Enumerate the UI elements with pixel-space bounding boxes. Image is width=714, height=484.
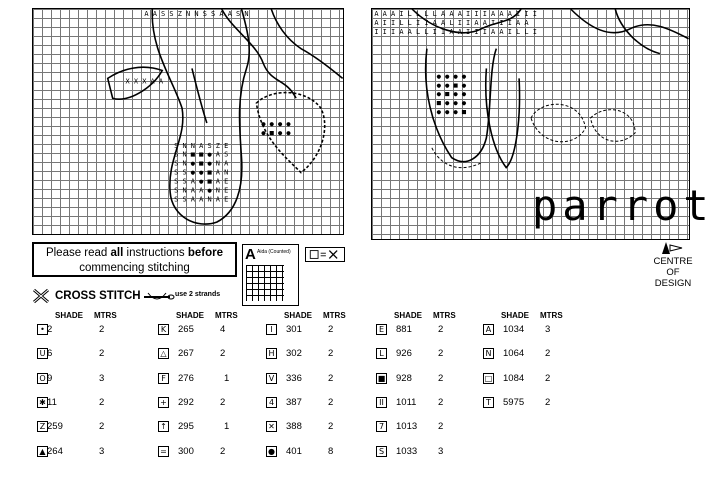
thread-row: [37, 420, 137, 434]
svg-text:S N N A S Z E: S N N A S Z E: [174, 141, 229, 150]
metres-value: 3: [438, 445, 444, 457]
shade-header: SHADE: [394, 311, 423, 320]
metres-value: 3: [545, 324, 551, 335]
shade-number: 2: [47, 324, 53, 335]
metres-value: 2: [328, 421, 334, 433]
thread-row: [483, 347, 583, 361]
needle-icon: [144, 289, 176, 305]
filled-circle-symbol-icon: ●: [266, 446, 277, 457]
shade-number: 6: [47, 348, 53, 360]
thread-row: [158, 420, 258, 434]
metres-value: 4: [220, 324, 226, 335]
thread-row: [483, 323, 583, 337]
metres-value: 2: [438, 348, 444, 360]
shade-header: SHADE: [55, 311, 84, 320]
thread-row: [376, 323, 476, 337]
svg-text:A I I L L I I A A L I I A A I: A I I L L I I A A L I I A A I I I A A: [374, 18, 529, 27]
u-symbol-icon: U: [37, 348, 48, 359]
thread-row: [158, 323, 258, 337]
svg-text:● ● ● ●: ● ● ● ●: [436, 72, 466, 81]
aida-label: Aida (Counted): [257, 249, 291, 255]
square-equals-cross-icon: [305, 247, 345, 262]
strands-note: use 2 strands: [175, 291, 221, 298]
metres-value: 2: [99, 324, 105, 335]
centre-arrow-icon: [658, 241, 688, 255]
svg-text:S N ■ ■ ● A S: S N ■ ■ ● A S: [174, 150, 229, 159]
shade-number: 300: [178, 445, 194, 457]
h-symbol-icon: H: [266, 348, 277, 359]
svg-text:● ● ■ ●: ● ● ■ ●: [436, 81, 466, 90]
chart-grid-right: [371, 8, 714, 240]
mtrs-header: MTRS: [540, 311, 563, 320]
shade-number: 295: [178, 421, 194, 433]
shade-number: 11: [47, 396, 57, 408]
metres-value: 2: [328, 372, 334, 384]
metres-value: 2: [438, 372, 444, 384]
thread-row: [158, 445, 258, 459]
thread-row: [376, 372, 476, 386]
up-arrow-symbol-icon: ↑: [158, 421, 169, 432]
shade-number: 292: [178, 396, 194, 408]
thread-row: [158, 372, 258, 386]
thread-row: [37, 372, 137, 386]
svg-text:● ● ● ●: ● ● ● ●: [261, 119, 291, 128]
z-symbol-icon: Z: [37, 421, 48, 432]
o-symbol-icon: O: [37, 373, 48, 384]
shade-number: 1033: [396, 445, 418, 457]
metres-value: 2: [328, 324, 334, 335]
k-symbol-icon: K: [158, 324, 169, 335]
thread-row: [266, 420, 366, 434]
svg-text:S S A ● ■ A E: S S A ● ■ A E: [174, 177, 229, 186]
metres-value: 3: [99, 372, 105, 384]
thread-row: [376, 347, 476, 361]
equals-symbol-icon: =: [158, 446, 169, 457]
aida-fabric-box: [242, 244, 299, 306]
thread-row: [266, 396, 366, 410]
double-bar-symbol-icon: II: [376, 397, 387, 408]
seven-symbol-icon: 7: [376, 421, 387, 432]
star-symbol-icon: ✱: [37, 397, 48, 408]
metres-value: 1: [224, 421, 230, 433]
e-symbol-icon: E: [376, 324, 387, 335]
cross-stitch-title: CROSS STITCH: [55, 290, 141, 302]
aida-letter: A: [245, 246, 256, 263]
thread-row: [158, 396, 258, 410]
dot-symbol-icon: •: [37, 324, 48, 335]
thread-row: [376, 396, 476, 410]
shade-number: 388: [286, 421, 302, 433]
shade-header: SHADE: [501, 311, 530, 320]
shade-number: 276: [178, 372, 194, 384]
thread-row: [266, 323, 366, 337]
metres-value: 2: [99, 396, 105, 408]
shade-number: 926: [396, 348, 412, 360]
plus-symbol-icon: +: [158, 397, 169, 408]
shade-number: 259: [47, 421, 63, 433]
svg-text:S S A A N A E: S S A A N A E: [174, 195, 229, 204]
thread-row: [266, 372, 366, 386]
n-symbol-icon: N: [483, 348, 494, 359]
metres-value: 2: [545, 372, 551, 384]
thread-row: [37, 396, 137, 410]
pattern-outline-left: [33, 9, 343, 234]
shade-number: 302: [286, 348, 302, 360]
svg-text:● ■ ● ●: ● ■ ● ●: [436, 90, 466, 99]
t-symbol-icon: T: [483, 397, 494, 408]
svg-text:S N A A ● N E: S N A A ● N E: [174, 186, 229, 195]
mtrs-header: MTRS: [215, 311, 238, 320]
shade-header: SHADE: [176, 311, 205, 320]
metres-value: 2: [328, 348, 334, 360]
svg-text:● ● ● ■: ● ● ● ■: [436, 108, 466, 117]
notice-line-1: Please read all instructions before: [45, 247, 224, 259]
metres-value: 2: [438, 396, 444, 408]
shade-number: 401: [286, 445, 302, 457]
shade-number: 928: [396, 372, 412, 384]
metres-value: 2: [220, 445, 226, 457]
a-symbol-icon: A: [483, 324, 494, 335]
metres-value: 2: [545, 348, 551, 360]
mtrs-header: MTRS: [323, 311, 346, 320]
metres-value: 8: [328, 445, 334, 457]
metres-value: 2: [99, 348, 105, 360]
four-symbol-icon: 4: [266, 397, 277, 408]
cross-stitch-icon: [32, 288, 50, 304]
shade-number: 1064: [503, 348, 525, 360]
metres-value: 2: [328, 396, 334, 408]
shade-number: 336: [286, 372, 302, 384]
shade-number: 301: [286, 324, 302, 335]
svg-text:S N ● ■ ● N A: S N ● ■ ● N A: [174, 159, 229, 168]
svg-text:X X X A A: X X X A A: [125, 77, 164, 86]
filled-square-symbol-icon: ■: [377, 373, 386, 383]
shade-number: 265: [178, 324, 194, 335]
s-symbol-icon: S: [376, 446, 387, 457]
metres-value: 3: [99, 445, 105, 457]
shade-number: 881: [396, 324, 412, 335]
f-symbol-icon: F: [158, 373, 169, 384]
shade-number: 1013: [396, 421, 418, 433]
shade-number: 387: [286, 396, 302, 408]
svg-text:I I I A A L L I I A A I I I A: I I I A A L L I I A A I I I A A I L L I: [374, 27, 537, 36]
svg-text:● ■ ● ●: ● ■ ● ●: [261, 128, 291, 137]
metres-value: 2: [220, 396, 226, 408]
shade-number: 267: [178, 348, 194, 360]
chart-title-word: parrot: [532, 181, 714, 230]
metres-value: 2: [438, 324, 444, 335]
thread-row: [483, 396, 583, 410]
svg-text:A A A I L L L L A A A I I I A: A A A I L L L L A A A I I I A A A I I I: [374, 9, 537, 18]
metres-value: 2: [99, 421, 105, 433]
triangle-outline-symbol-icon: △: [158, 348, 169, 359]
svg-text:A A S S Z N N S S A A S N: A A S S Z N N S S A A S N: [144, 9, 249, 18]
shade-number: 1084: [503, 372, 525, 384]
filled-triangle-symbol-icon: ▲: [37, 446, 48, 457]
shade-number: 1011: [396, 396, 417, 408]
l-symbol-icon: L: [376, 348, 387, 359]
svg-text:S S ● ● ■ A N: S S ● ● ■ A N: [174, 168, 229, 177]
thread-row: [483, 372, 583, 386]
thread-row: [266, 445, 366, 459]
thread-row: [158, 347, 258, 361]
thread-row: [266, 347, 366, 361]
svg-text:■ ● ● ●: ■ ● ● ●: [436, 99, 466, 108]
thread-row: [376, 445, 476, 459]
metres-value: 2: [438, 421, 444, 433]
shade-header: SHADE: [284, 311, 313, 320]
thread-row: [37, 347, 137, 361]
shade-number: 9: [47, 372, 53, 384]
mtrs-header: MTRS: [94, 311, 117, 320]
notice-line-2: commencing stitching: [79, 262, 190, 274]
chart-grid-left: [32, 8, 344, 235]
thread-row: [37, 445, 137, 459]
metres-value: 2: [220, 348, 226, 360]
metres-value: 2: [545, 396, 551, 408]
x-symbol-icon: ✕: [266, 421, 277, 432]
i-symbol-icon: I: [266, 324, 277, 335]
mtrs-header: MTRS: [433, 311, 456, 320]
shade-number: 264: [47, 445, 63, 457]
shade-number: 5975: [503, 396, 525, 408]
instructions-notice: [32, 242, 237, 277]
thread-row: [37, 323, 137, 337]
shade-number: 1034: [503, 324, 525, 335]
centre-of-design-label: CENTRE OF DESIGN: [653, 256, 693, 289]
thread-row: [376, 420, 476, 434]
fabric-mesh-icon: [246, 265, 284, 301]
metres-value: 1: [224, 372, 230, 384]
v-symbol-icon: V: [266, 373, 277, 384]
square-in-square-symbol-icon: □: [484, 373, 493, 383]
